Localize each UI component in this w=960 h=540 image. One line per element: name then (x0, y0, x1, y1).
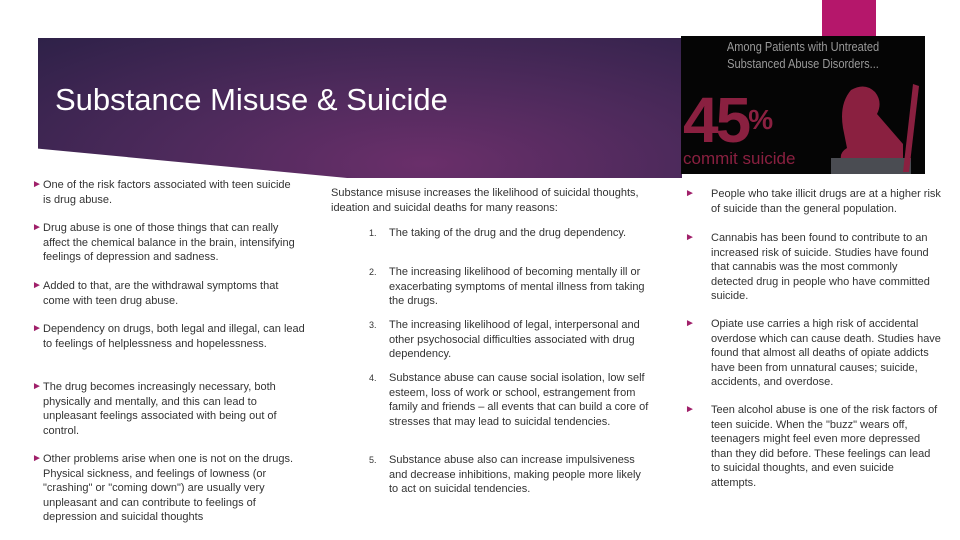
reason-item: 5. Substance abuse also can increase impulsiveness and decrease inhibitions, making people more likely to act on suicidal tendencies. (369, 454, 641, 495)
reason-item: 2. The increasing likelihood of becoming mentally ill or exacerbating symptoms of mental illness from taking the drugs. (369, 266, 645, 307)
bullet-icon: ► (685, 404, 695, 415)
bullet-text: Cannabis has been found to contribute to an increased risk of suicide. Studies have found that cannabis was the most commonly detected drug in people who have committed suicide. (711, 232, 930, 302)
bullet-icon: ► (685, 232, 695, 243)
bullet-text: Opiate use carries a high risk of accidental overdose which can cause death. Studies have found that almost all deaths of opiate addicts have been from unnatural causes; suicide, accidents, and overdose. (711, 318, 941, 388)
reason-item: 4. Substance abuse can cause social isolation, low self esteem, loss of work or school, estrangement from family and friends – all events that can build a core of stresses that may lead to suicidal tendencies. (369, 372, 649, 428)
slide-title: Substance Misuse & Suicide (55, 82, 448, 117)
distressed-person-icon (821, 80, 925, 174)
bullet-text: The drug becomes increasingly necessary, both physically and mentally, and this can lead to unpleasant feelings associated with being out of control. (43, 381, 277, 437)
infographic-label: commit suicide (683, 149, 796, 168)
bullet-text: People who take illicit drugs are at a higher risk of suicide than the general population. (711, 188, 941, 215)
bullet-icon: ► (685, 318, 695, 329)
bullet-text: Dependency on drugs, both legal and illegal, can lead to feelings of helplessness and hopelessness. (43, 323, 305, 350)
bullet-icon: ► (32, 280, 42, 291)
reason-item: 1. The taking of the drug and the drug dependency. (369, 227, 627, 239)
infographic-image (681, 36, 925, 174)
bullet-icon: ► (32, 323, 42, 334)
bullet-icon: ► (32, 222, 42, 233)
infographic-caption: Among Patients with Untreated Substanced Abuse Disorders... (726, 39, 880, 71)
reason-item: 3. The increasing likelihood of legal, interpersonal and other psychosocial difficulties associated with drug dependency. (369, 319, 640, 360)
bullet-icon: ► (32, 453, 42, 464)
infographic-value: 45% (683, 84, 771, 156)
bullet-text: Drug abuse is one of those things that can really affect the chemical balance in the brain, intensifying feelings of depression and sadness. (43, 222, 295, 263)
bullet-text: Other problems arise when one is not on the drugs. Physical sickness, and feelings of lowness (or "crashing" or "coming down") are usually very unpleasant and can contribute to feelings of depression and suicidal thoughts (43, 453, 294, 523)
bullet-text: One of the risk factors associated with teen suicide is drug abuse. (43, 179, 291, 206)
bullet-text: Teen alcohol abuse is one of the risk factors of teen suicide. When the "buzz" wears off, teenagers might feel even more depressed than they did before. These feelings can lead to suicidal thoughts, and even suicide attempts. (711, 404, 938, 489)
bullet-icon: ► (32, 179, 42, 190)
bullet-icon: ► (685, 188, 695, 199)
bullet-icon: ► (32, 381, 42, 392)
accent-square (822, 0, 876, 36)
bullet-text: Added to that, are the withdrawal symptoms that come with teen drug abuse. (43, 280, 279, 307)
middle-intro: Substance misuse increases the likelihood of suicidal thoughts, ideation and suicidal deaths for many reasons: (331, 187, 639, 214)
